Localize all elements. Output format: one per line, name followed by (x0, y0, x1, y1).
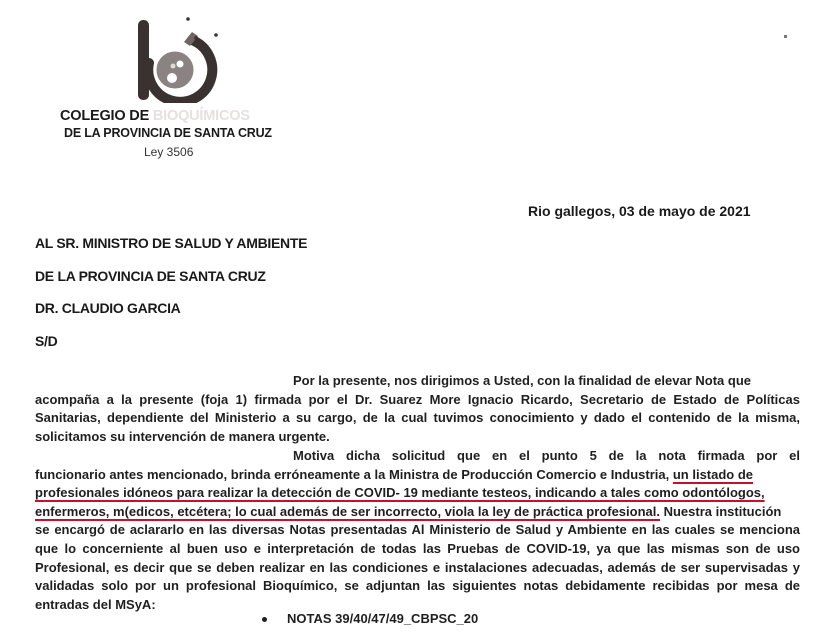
bullet-text: NOTAS 39/40/47/49_CBPSC_20 (287, 611, 479, 626)
paragraph-2 (35, 447, 800, 614)
paragraph-2-line: entradas del MSyA: (35, 596, 156, 612)
paragraph-2-line: Profesional, es decir que se deben realizar en las condiciones e instalaciones adecuadas, además de ser supervisadas y (35, 559, 800, 575)
addressee-line-1: AL SR. MINISTRO DE SALUD Y AMBIENTE (35, 235, 308, 251)
organization-logo (130, 8, 230, 103)
paragraph-1-line: acompaña a la presente (foja 1) firmada por el Dr. Suarez More Ignacio Ricardo, Secretario de Estado de Políticas (35, 391, 800, 407)
paragraph-2-line: se encargó de aclararlo en las diversas Notas presentadas Al Ministerio de Salud y Ambiente en las cuales se menciona (35, 522, 800, 538)
organization-province: DE LA PROVINCIA DE SANTA CRUZ (64, 126, 272, 140)
paragraph-2-text: Nuestra institución (659, 503, 782, 519)
organization-name (60, 108, 250, 124)
paragraph-1-line: Por la presente, nos dirigimos a Usted, con la finalidad de elevar Nota que (293, 373, 752, 388)
paragraph-1-line: solicitamos su intervención de manera urgente. (35, 428, 330, 444)
paragraph-2-line: Motiva dicha solicitud que en el punto 5 de la nota firmada por el (293, 448, 800, 463)
paragraph-2-line: validadas solo por un profesional Bioquímico, se adjuntan las siguientes notas debidamente recibidas por mesa de (35, 578, 800, 594)
addressee-line-3: DR. CLAUDIO GARCIA (35, 300, 181, 316)
organization-name-faded: BIOQUÍMICOS (152, 108, 250, 124)
paragraph-2-line (35, 503, 800, 522)
paragraph-2-line (35, 466, 800, 485)
paragraph-2-line (35, 484, 800, 503)
bullet-icon (262, 617, 267, 622)
paragraph-1 (35, 372, 800, 446)
paragraph-2-text: funcionario antes mencionado, brinda erróneamente a la Ministra de Producción Comercio e Industria, (35, 466, 673, 482)
bullet-list-item (262, 611, 478, 626)
organization-name-visible: COLEGIO DE (60, 108, 150, 124)
scan-speck (784, 35, 787, 38)
highlighted-text: enfermeros, m(edicos, etcétera; lo cual además de ser incorrecto, viola la ley de práctica profesional. (35, 503, 660, 519)
addressee-line-2: DE LA PROVINCIA DE SANTA CRUZ (35, 268, 266, 284)
bioquimicos-flask-b-logo-icon (130, 8, 230, 103)
paragraph-2-line: que lo concerniente al buen uso e interpretación de todas las Pruebas de COVID-19, ya que las mismas son de uso (35, 540, 800, 556)
paragraph-1-line: Sanitarias, dependiente del Ministerio a su cargo, de la cual tuvimos conocimiento y dado el contenido de la misma, (35, 410, 800, 426)
date-line: Rio gallegos, 03 de mayo de 2021 (528, 203, 751, 219)
highlighted-text: profesionales idóneos para realizar la detección de COVID- 19 mediante testeos, indicando a tales como odontólogos, (35, 485, 765, 501)
highlighted-text: un listado de (672, 466, 754, 482)
addressee-line-4: S/D (35, 333, 58, 349)
organization-law: Ley 3506 (144, 145, 194, 159)
